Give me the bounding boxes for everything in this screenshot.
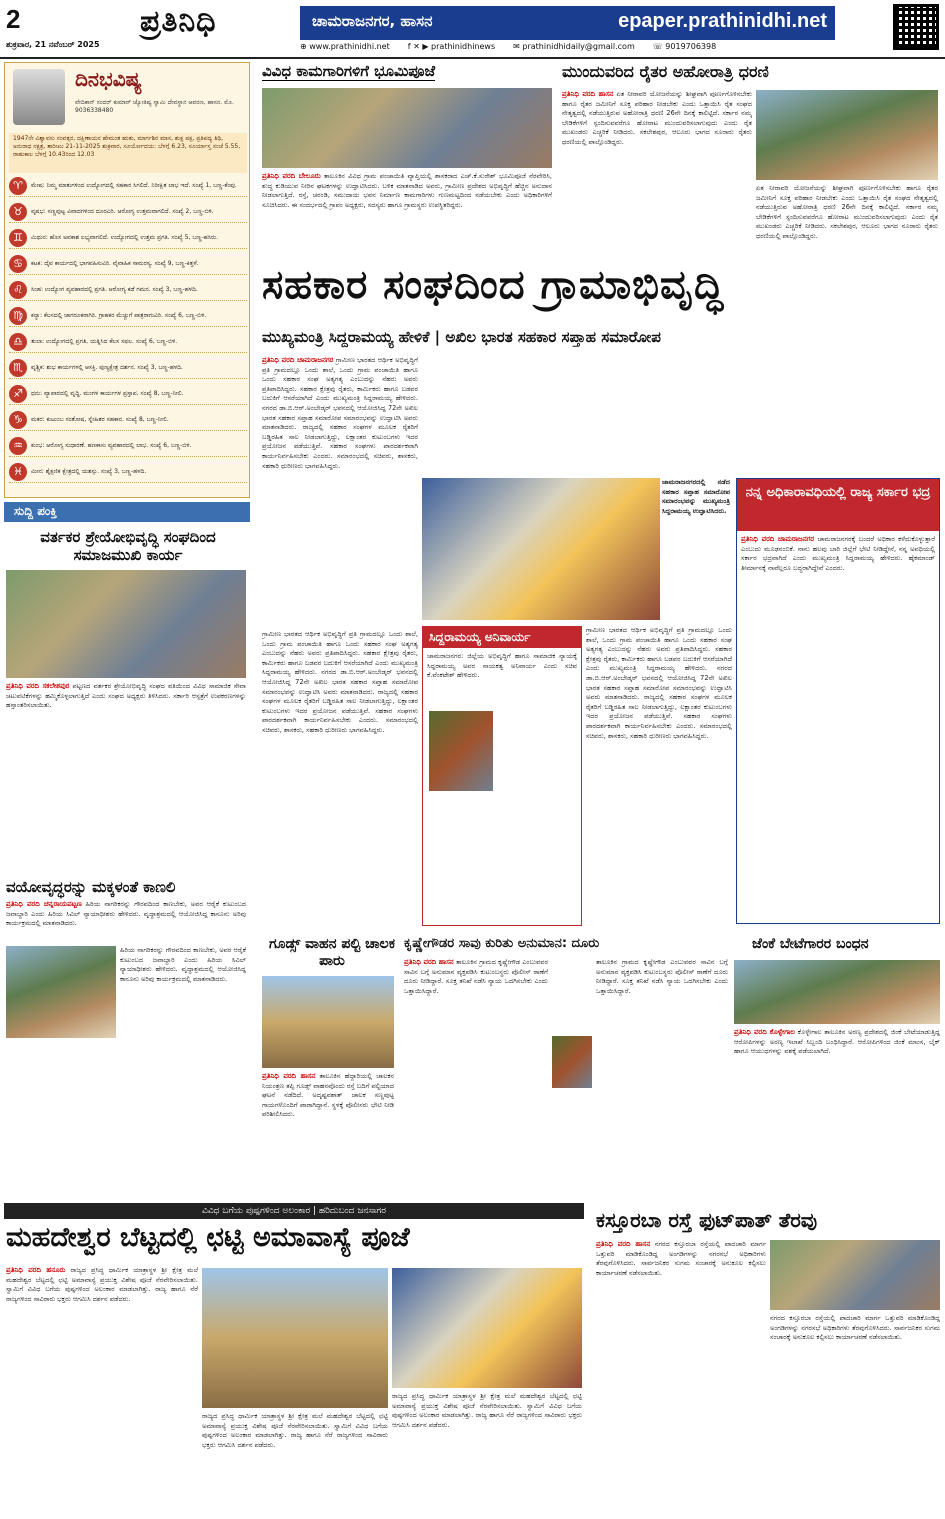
jenku-photo (734, 960, 940, 1024)
vartakara-photo (6, 570, 246, 678)
page-number: 2 (6, 4, 21, 34)
jenku-headline: ಜೆಂಕೆ ಬೇಟೆಗಾರರ ಬಂಧನ (752, 936, 869, 952)
goods-headline: ಗೂಡ್ಸ್ ವಾಹನ ಪಲ್ಟಿ ಚಾಲಕ ಪಾರು (268, 936, 396, 969)
mahadeshwara-body-cont: ರಾಜ್ಯದ ಪ್ರಸಿದ್ಧ ಧಾರ್ಮಿಕ ಯಾತ್ರಾಸ್ಥಳ ಶ್ರೀ ಕ್ಷೇತ್ರ ಮಲೆ ಮಹದೇಶ್ವರ ಬೆಟ್ಟದಲ್ಲಿ ಛಟ್ಟಿ ಅಮಾವಾಸ್ಯೆ ಪ್ರಯುಕ್ತ ವಿಶೇಷ ಪೂಜೆ ನೆರವೇರಿಸಲಾಯಿತು. ಸ್ವಾಮಿಗೆ ವಿವಿಧ ಬಗೆಯ ಪುಷ್ಪಗಳಿಂದ ಅಲಂಕಾರ ಮಾಡಲಾಗಿತ್ತು. ರಾಜ್ಯ ಹಾಗೂ ನೆರೆ ರಾಜ್ಯಗಳಿಂದ ಸಾವಿರಾರು ಭಕ್ತರು ಆಗಮಿಸಿ ದರ್ಶನ ಪಡೆದರು. (202, 1412, 388, 1449)
sign-row: ♓ ಮೀನ: ಶೈಕ್ಷಣಿಕ ಕ್ಷೇತ್ರದಲ್ಲಿ ಯಶಸ್ಸು. ಸಂಖ್ಯೆ 3, ಬಣ್ಣ-ಹಳದಿ. (9, 461, 247, 483)
sign-row: ♋ ಕಟಕ: ದೈವ ಕಾರ್ಯದಲ್ಲಿ ಭಾಗವಹಿಸುವಿರಿ. ವೈವಾಹಿಕ ಸಾಮರಸ್ಯ. ಸಂಖ್ಯೆ 9, ಬಣ್ಣ-ಕಿತ್ತಳೆ. (9, 253, 247, 275)
bhoomi-body: ಪ್ರತಿನಿಧಿ ವರದಿ ಬೇಲೂರು ತಾಲೂಕಿನ ವಿವಿಧ ಗ್ರಾಮ ಪಂಚಾಯಿತಿ ವ್ಯಾಪ್ತಿಯಲ್ಲಿ ಶಾಸಕರಾದ ಎಚ್.ಕೆ.ಸುರೇಶ್ ಭೂಮಿಪೂಜೆ ನೆರವೇರಿಸಿ, ಶುದ್ಧ ಕುಡಿಯುವ ನೀರಿನ ಘಟಕಗಳನ್ನು ಉದ್ಘಾಟಿಸಿದರು. ಬಳಿಕ ಮಾತನಾಡಿದ ಅವರು, ಗ್ರಾಮೀಣ ಪ್ರದೇಶದ ಅಭಿವೃದ್ಧಿಗೆ ಹೆಚ್ಚಿನ ಅನುದಾನ ನೀಡಲಾಗುತ್ತಿದೆ. ರಸ್ತೆ, ಚರಂಡಿ, ಸಮುದಾಯ ಭವನ ನಿರ್ಮಾಣ ಕಾಮಗಾರಿಗಳು ಗುಣಮಟ್ಟದಿಂದ ನಡೆಯಬೇಕು ಎಂದು ಅಧಿಕಾರಿಗಳಿಗೆ ಸೂಚಿಸಿದರು. ಈ ಸಂದರ್ಭದಲ್ಲಿ ಗ್ರಾಪಂ ಅಧ್ಯಕ್ಷರು, ಸದಸ್ಯರು ಹಾಗೂ ಗ್ರಾಮಸ್ಥರು ಉಪಸ್ಥಿತರಿದ್ದರು. (262, 172, 552, 209)
aquarius-icon: ♒ (9, 437, 27, 455)
newspaper-logo: ಪ್ರತಿನಿಧಿ (140, 4, 217, 39)
pisces-icon: ♓ (9, 463, 27, 481)
krishne-body-cont: ತಾಲೂಕಿನ ಗ್ರಾಮದ ಕೃಷ್ಣೇಗೌಡ ಎಂಬುವವರ ಸಾವಿನ ಬಗ್ಗೆ ಅನುಮಾನ ವ್ಯಕ್ತಪಡಿಸಿ ಕುಟುಂಬಸ್ಥರು ಪೊಲೀಸ್ ಠಾಣೆಗೆ ದೂರು ನೀಡಿದ್ದಾರೆ. ಸೂಕ್ತ ತನಿಖೆ ನಡೆಸಿ ನ್ಯಾಯ ಒದಗಿಸಬೇಕು ಎಂದು ಒತ್ತಾಯಿಸಿದ್ದಾರೆ. (596, 958, 728, 995)
kasturba-body-cont: ನಗರದ ಕಸ್ತೂರಬಾ ರಸ್ತೆಯಲ್ಲಿ ಪಾದಚಾರಿ ಮಾರ್ಗ ಒತ್ತುವರಿ ಮಾಡಿಕೊಂಡಿದ್ದ ಅಂಗಡಿಗಳನ್ನು ನಗರಸಭೆ ಅಧಿಕಾರಿಗಳು ತೆರವುಗೊಳಿಸಿದರು. ಸಾರ್ವಜನಿಕರ ಸುಗಮ ಸಂಚಾರಕ್ಕೆ ಅನುಕೂಲ ಕಲ್ಪಿಸಲು ಕಾರ್ಯಾಚರಣೆ ನಡೆಸಲಾಯಿತು. (770, 1314, 940, 1342)
qr-code (893, 4, 939, 50)
horoscope-title: ದಿನಭವಿಷ್ಯ (75, 67, 142, 91)
vayovruddha-body: ಹಿರಿಯ ನಾಗರಿಕರನ್ನು ಗೌರವದಿಂದ ಕಾಣಬೇಕು, ಅವರ ಆರೈಕೆ ಕುಟುಂಬದ ಜವಾಬ್ದಾರಿ ಎಂದು ಹಿರಿಯ ಸಿವಿಲ್ ನ್ಯಾಯಾಧೀಶರು ಹೇಳಿದರು. ವೃದ್ಧಾಶ್ರಮದಲ್ಲಿ ಆಯೋಜಿಸಿದ್ದ ಕಾನೂನು ಅರಿವು ಕಾರ್ಯಕ್ರಮದಲ್ಲಿ ಮಾತನಾಡಿದರು. (120, 946, 246, 983)
horoscope-author: ವೇದಿಕಾನ್ ಸಂದರ್ ಕುಮಾರ್ ಜ್ಯೋತಿಷ್ಯ ಸ್ವಾಮಿ ದೇವಸ್ಥಾನ ಆವರಣ, ಹಾಸನ. ಮೊ. 9036338480 (75, 99, 234, 114)
vayovruddha-headline: ವಯೋವೃದ್ಧರನ್ನು ಮಕ್ಕಳಂತೆ ಕಾಣಲಿ (6, 878, 176, 896)
dharani-headline: ಮುಂದುವರಿದ ರೈತರ ಅಹೋರಾತ್ರಿ ಧರಣಿ (562, 62, 769, 81)
main-body-col3: ಗ್ರಾಮೀಣ ಭಾರತದ ಆರ್ಥಿಕ ಅಭಿವೃದ್ಧಿಗೆ ಪ್ರತಿ ಗ್ರಾಮದಲ್ಲೂ ಒಂದು ಶಾಲೆ, ಒಂದು ಗ್ರಾಮ ಪಂಚಾಯಿತಿ ಹಾಗೂ ಒಂದು ಸಹಕಾರ ಸಂಘ ಅತ್ಯಗತ್ಯ ಎಂಬುದನ್ನು ನೆಹರು ಅವರು ಪ್ರತಿಪಾದಿಸಿದ್ದರು. ಸಹಕಾರ ಕ್ಷೇತ್ರವು ರೈತರು, ಕಾರ್ಮಿಕರು ಹಾಗೂ ಬಡವರ ಬದುಕಿಗೆ ಆಸರೆಯಾಗಿದೆ ಎಂದು ಮುಖ್ಯಮಂತ್ರಿ ಸಿದ್ದರಾಮಯ್ಯ ಹೇಳಿದರು. ನಗರದ ಡಾ.ಬಿ.ಆರ್.ಅಂಬೇಡ್ಕರ್ ಭವನದಲ್ಲಿ ಆಯೋಜಿಸಿದ್ದ 72ನೇ ಅಖಿಲ ಭಾರತ ಸಹಕಾರ ಸಪ್ತಾಹ ಸಮಾರೋಪ ಸಮಾರಂಭವನ್ನು ಉದ್ಘಾಟಿಸಿ ಅವರು ಮಾತನಾಡಿದರು. ರಾಜ್ಯದಲ್ಲಿ ಸಹಕಾರ ಸಂಘಗಳ ಮೂಲಕ ರೈತರಿಗೆ ಬಡ್ಡಿರಹಿತ ಸಾಲ ನೀಡಲಾಗುತ್ತಿದ್ದು, ಲಕ್ಷಾಂತರ ಕುಟುಂಬಗಳು ಇದರ ಪ್ರಯೋಜನ ಪಡೆಯುತ್ತಿವೆ. ಸಹಕಾರ ಸಂಘಗಳು ಪಾರದರ್ಶಕವಾಗಿ ಕಾರ್ಯನಿರ್ವಹಿಸಬೇಕು ಎಂದರು. ಸಮಾರಂಭದಲ್ಲಿ ಸಚಿವರು, ಶಾಸಕರು, ಸಹಕಾರಿ ಧುರೀಣರು ಭಾಗವಹಿಸಿದ್ದರು. (586, 626, 732, 740)
masthead (0, 0, 945, 58)
dharani-body: ಪ್ರತಿನಿಧಿ ವರದಿ ಹಾಸನ ಏತ ನೀರಾವರಿ ಯೋಜನೆಯನ್ನು ಶೀಘ್ರವಾಗಿ ಪೂರ್ಣಗೊಳಿಸಬೇಕು ಹಾಗೂ ರೈತರ ಜಮೀನಿಗೆ ಸೂಕ್ತ ಪರಿಹಾರ ನೀಡಬೇಕು ಎಂದು ಒತ್ತಾಯಿಸಿ ರೈತ ಸಂಘದ ನೇತೃತ್ವದಲ್ಲಿ ನಡೆಯುತ್ತಿರುವ ಅಹೋರಾತ್ರಿ ಧರಣಿ 26ನೇ ದಿನಕ್ಕೆ ಕಾಲಿಟ್ಟಿದೆ. ಸರ್ಕಾರ ನಮ್ಮ ಬೇಡಿಕೆಗಳಿಗೆ ಸ್ಪಂದಿಸುವವರೆಗೂ ಹೋರಾಟ ಮುಂದುವರಿಸಲಾಗುವುದು ಎಂದು ರೈತ ಮುಖಂಡರು ಎಚ್ಚರಿಕೆ ನೀಡಿದರು. ಸಕಲೇಶಪುರ, ಆಲೂರು ಭಾಗದ ನೂರಾರು ರೈತರು ಧರಣಿಯಲ್ಲಿ ಪಾಲ್ಗೊಂಡಿದ್ದರು. (562, 90, 752, 146)
vayovruddha-lead: ಪ್ರತಿನಿಧಿ ವರದಿ ಚನ್ನರಾಯಪಟ್ಟಣ ಹಿರಿಯ ನಾಗರಿಕರನ್ನು ಗೌರವದಿಂದ ಕಾಣಬೇಕು, ಅವರ ಆರೈಕೆ ಕುಟುಂಬದ ಜವಾಬ್ದಾರಿ ಎಂದು ಹಿರಿಯ ಸಿವಿಲ್ ನ್ಯಾಯಾಧೀಶರು ಹೇಳಿದರು. ವೃದ್ಧಾಶ್ರಮದಲ್ಲಿ ಆಯೋಜಿಸಿದ್ದ ಕಾನೂನು ಅರಿವು ಕಾರ್ಯಕ್ರಮದಲ್ಲಿ ಮಾತನಾಡಿದರು. (6, 900, 246, 928)
sign-row: ♏ ವೃಶ್ಚಿಕ: ಶುಭ ಕಾರ್ಯಗಳಲ್ಲಿ ಆಸಕ್ತಿ. ಪುಣ್ಯಕ್ಷೇತ್ರ ದರ್ಶನ. ಸಂಖ್ಯೆ 3, ಬಣ್ಣ-ಹಳದಿ. (9, 357, 247, 379)
taurus-icon: ♉ (9, 203, 27, 221)
adhikara-title: ನನ್ನ ಅಧಿಕಾರಾವಧಿಯಲ್ಲಿ ರಾಜ್ಯ ಸರ್ಕಾರ ಭದ್ರ (737, 479, 939, 531)
capricorn-icon: ♑ (9, 411, 27, 429)
adhikara-box (736, 478, 940, 924)
issue-date: ಶುಕ್ರವಾರ, 21 ನವೆಂಬರ್ 2025 (6, 40, 100, 49)
sign-row: ♍ ಕನ್ಯಾ: ಕೆಲಸದಲ್ಲಿ ಜಾಗರೂಕರಾಗಿರಿ. ಗ್ರಾಹಕರ ಮೆಚ್ಚುಗೆ ಪಾತ್ರರಾಗುವಿರಿ. ಸಂಖ್ಯೆ 6, ಬಣ್ಣ-ಬಿಳಿ. (9, 305, 247, 327)
main-headline: ಸಹಕಾರ ಸಂಘದಿಂದ ಗ್ರಾಮಾಭಿವೃದ್ಧಿ (262, 262, 725, 308)
vartakara-headline: ವರ್ತಕರ ಶ್ರೇಯೋಭಿವೃದ್ಧಿ ಸಂಘದಿಂದ ಸಮಾಜಮುಖಿ ಕಾರ್ಯ (40, 528, 216, 564)
mahadeshwara-temple-photo (202, 1268, 388, 1408)
panchang: 1947ನೇ ವಿಶ್ವಾವಸು ಸಂವತ್ಸರ, ದಕ್ಷಿಣಾಯನ ಹೇಮಂತ ಋತು, ಮಾರ್ಗಶಿರ ಮಾಸ, ಶುಕ್ಲ ಪಕ್ಷ, ಪ್ರತಿಪದ್ಯ ತಿಥಿ, ಅನುರಾಧ ನಕ್ಷತ್ರ, ತಾರೀಖು 21-11-2025 ಶುಕ್ರವಾರ, ಸೂರ್ಯೋದಯ: ಬೆಳಗ್ಗೆ 6.23, ಸೂರ್ಯಾಸ್ತ ಸಂಜೆ 5.55, ರಾಹುಕಾಲ ಬೆಳಗ್ಗೆ 10.43ರಿಂದ 12.03 (9, 133, 247, 173)
sign-row: ♒ ಕುಂಭ: ಆರೋಗ್ಯ ಸುಧಾರಣೆ. ಹಣಕಾಸು ವ್ಯವಹಾರದಲ್ಲಿ ಲಾಭ. ಸಂಖ್ಯೆ 6, ಬಣ್ಣ-ಬಿಳಿ. (9, 435, 247, 457)
kasturba-headline: ಕಸ್ತೂರಬಾ ರಸ್ತೆ ಫುಟ್‌ಪಾತ್ ತೆರವು (596, 1208, 818, 1232)
sign-row: ♎ ತುಲಾ: ಉದ್ಯೋಗದಲ್ಲಿ ಪ್ರಗತಿ, ಯತ್ನಿಸಿದ ಕೆಲಸ ಸಫಲ. ಸಂಖ್ಯೆ 6, ಬಣ್ಣ-ಬಿಳಿ. (9, 331, 247, 353)
website-link[interactable]: ⊕ www.prathinidhi.net (300, 42, 390, 51)
goods-photo (262, 976, 394, 1068)
dharani-body-cont: ಏತ ನೀರಾವರಿ ಯೋಜನೆಯನ್ನು ಶೀಘ್ರವಾಗಿ ಪೂರ್ಣಗೊಳಿಸಬೇಕು ಹಾಗೂ ರೈತರ ಜಮೀನಿಗೆ ಸೂಕ್ತ ಪರಿಹಾರ ನೀಡಬೇಕು ಎಂದು ಒತ್ತಾಯಿಸಿ ರೈತ ಸಂಘದ ನೇತೃತ್ವದಲ್ಲಿ ನಡೆಯುತ್ತಿರುವ ಅಹೋರಾತ್ರಿ ಧರಣಿ 26ನೇ ದಿನಕ್ಕೆ ಕಾಲಿಟ್ಟಿದೆ. ಸರ್ಕಾರ ನಮ್ಮ ಬೇಡಿಕೆಗಳಿಗೆ ಸ್ಪಂದಿಸುವವರೆಗೂ ಹೋರಾಟ ಮುಂದುವರಿಸಲಾಗುವುದು ಎಂದು ರೈತ ಮುಖಂಡರು ಎಚ್ಚರಿಕೆ ನೀಡಿದರು. ಸಕಲೇಶಪುರ, ಆಲೂರು ಭಾಗದ ನೂರಾರು ರೈತರು ಧರಣಿಯಲ್ಲಿ ಪಾಲ್ಗೊಂಡಿದ್ದರು. (756, 184, 938, 240)
mahadeshwara-body-cont2: ರಾಜ್ಯದ ಪ್ರಸಿದ್ಧ ಧಾರ್ಮಿಕ ಯಾತ್ರಾಸ್ಥಳ ಶ್ರೀ ಕ್ಷೇತ್ರ ಮಲೆ ಮಹದೇಶ್ವರ ಬೆಟ್ಟದಲ್ಲಿ ಛಟ್ಟಿ ಅಮಾವಾಸ್ಯೆ ಪ್ರಯುಕ್ತ ವಿಶೇಷ ಪೂಜೆ ನೆರವೇರಿಸಲಾಯಿತು. ಸ್ವಾಮಿಗೆ ವಿವಿಧ ಬಗೆಯ ಪುಷ್ಪಗಳಿಂದ ಅಲಂಕಾರ ಮಾಡಲಾಗಿತ್ತು. ರಾಜ್ಯ ಹಾಗೂ ನೆರೆ ರಾಜ್ಯಗಳಿಂದ ಸಾವಿರಾರು ಭಕ್ತರು ಆಗಮಿಸಿ ದರ್ಶನ ಪಡೆದರು. (392, 1392, 582, 1429)
main-body-col2: ಗ್ರಾಮೀಣ ಭಾರತದ ಆರ್ಥಿಕ ಅಭಿವೃದ್ಧಿಗೆ ಪ್ರತಿ ಗ್ರಾಮದಲ್ಲೂ ಒಂದು ಶಾಲೆ, ಒಂದು ಗ್ರಾಮ ಪಂಚಾಯಿತಿ ಹಾಗೂ ಒಂದು ಸಹಕಾರ ಸಂಘ ಅತ್ಯಗತ್ಯ ಎಂಬುದನ್ನು ನೆಹರು ಅವರು ಪ್ರತಿಪಾದಿಸಿದ್ದರು. ಸಹಕಾರ ಕ್ಷೇತ್ರವು ರೈತರು, ಕಾರ್ಮಿಕರು ಹಾಗೂ ಬಡವರ ಬದುಕಿಗೆ ಆಸರೆಯಾಗಿದೆ ಎಂದು ಮುಖ್ಯಮಂತ್ರಿ ಸಿದ್ದರಾಮಯ್ಯ ಹೇಳಿದರು. ನಗರದ ಡಾ.ಬಿ.ಆರ್.ಅಂಬೇಡ್ಕರ್ ಭವನದಲ್ಲಿ ಆಯೋಜಿಸಿದ್ದ 72ನೇ ಅಖಿಲ ಭಾರತ ಸಹಕಾರ ಸಪ್ತಾಹ ಸಮಾರೋಪ ಸಮಾರಂಭವನ್ನು ಉದ್ಘಾಟಿಸಿ ಅವರು ಮಾತನಾಡಿದರು. ರಾಜ್ಯದಲ್ಲಿ ಸಹಕಾರ ಸಂಘಗಳ ಮೂಲಕ ರೈತರಿಗೆ ಬಡ್ಡಿರಹಿತ ಸಾಲ ನೀಡಲಾಗುತ್ತಿದ್ದು, ಲಕ್ಷಾಂತರ ಕುಟುಂಬಗಳು ಇದರ ಪ್ರಯೋಜನ ಪಡೆಯುತ್ತಿವೆ. ಸಹಕಾರ ಸಂಘಗಳು ಪಾರದರ್ಶಕವಾಗಿ ಕಾರ್ಯನಿರ್ವಹಿಸಬೇಕು ಎಂದರು. ಸಮಾರಂಭದಲ್ಲಿ ಸಚಿವರು, ಶಾಸಕರು, ಸಹಕಾರಿ ಧುರೀಣರು ಭಾಗವಹಿಸಿದ್ದರು. (262, 630, 418, 734)
edition-place: ಚಾಮರಾಜನಗರ, ಹಾಸನ (312, 12, 433, 30)
siddaramaiah-body: ಚಾಮರಾಜನಗರ: ಜಿಲ್ಲೆಯ ಅಭಿವೃದ್ಧಿಗೆ ಹಾಗೂ ಸಾಮಾಜಿಕ ನ್ಯಾಯಕ್ಕೆ ಸಿದ್ದರಾಮಯ್ಯ ಅವರ ನಾಯಕತ್ವ ಅನಿವಾರ್ಯ ಎಂದು ಸಚಿವ ಕೆ.ವೆಂಕಟೇಶ್ ಹೇಳಿದರು. (427, 652, 577, 680)
siddaramaiah-box (422, 626, 582, 926)
mahadeshwara-headline: ಮಹದೇಶ್ವರ ಬೆಟ್ಟದಲ್ಲಿ ಛಟ್ಟಿ ಅಮಾವಾಸ್ಯೆ ಪೂಜೆ (6, 1222, 410, 1253)
mahadeshwara-crowd-photo (392, 1268, 582, 1388)
krishne-portrait (552, 1036, 592, 1088)
siddaramaiah-title: ಸಿದ್ದರಾಮಯ್ಯ ಅನಿವಾರ್ಯ (423, 627, 581, 648)
jenku-body: ಪ್ರತಿನಿಧಿ ವರದಿ ಕೊಳ್ಳೇಗಾಲ ಕೊಳ್ಳೇಗಾಲ ತಾಲೂಕಿನ ಅರಣ್ಯ ಪ್ರದೇಶದಲ್ಲಿ ಜಿಂಕೆ ಬೇಟೆಯಾಡುತ್ತಿದ್ದ ಆರೋಪಿಗಳನ್ನು ಅರಣ್ಯ ಇಲಾಖೆ ಸಿಬ್ಬಂದಿ ಬಂಧಿಸಿದ್ದಾರೆ. ಆರೋಪಿಗಳಿಂದ ಜಿಂಕೆ ಮಾಂಸ, ಬೈಕ್ ಹಾಗೂ ಆಯುಧಗಳನ್ನು ವಶಕ್ಕೆ ಪಡೆಯಲಾಗಿದೆ. (734, 1028, 940, 1056)
main-photo-caption: ಚಾಮರಾಜನಗರದಲ್ಲಿ ನಡೆದ ಸಹಕಾರ ಸಪ್ತಾಹ ಸಮಾರೋಪ ಸಮಾರಂಭವನ್ನು ಮುಖ್ಯಮಂತ್ರಿ ಸಿದ್ದರಾಮಯ್ಯ ಉದ್ಘಾಟಿಸಿದರು. (662, 478, 730, 515)
sign-row: ♐ ಧನು: ವ್ಯಾಪಾರದಲ್ಲಿ ವೃದ್ಧಿ. ಮಂಗಳ ಕಾರ್ಯಗಳ ಪ್ರಸ್ತಾಪ. ಸಂಖ್ಯೆ 8, ಬಣ್ಣ-ನೀಲಿ. (9, 383, 247, 405)
sign-row: ♌ ಸಿಂಹ: ಉದ್ಯೋಗ ವ್ಯವಹಾರದಲ್ಲಿ ಪ್ರಗತಿ. ಆರೋಗ್ಯ ಕಡೆ ಗಮನ. ಸಂಖ್ಯೆ 3, ಬಣ್ಣ-ಹಳದಿ. (9, 279, 247, 301)
goods-body: ಪ್ರತಿನಿಧಿ ವರದಿ ಹಾಸನ ತಾಲೂಕಿನ ಹೆದ್ದಾರಿಯಲ್ಲಿ ಚಾಲಕನ ನಿಯಂತ್ರಣ ತಪ್ಪಿ ಗೂಡ್ಸ್ ವಾಹನವೊಂದು ರಸ್ತೆ ಬದಿಗೆ ಪಲ್ಟಿಯಾದ ಘಟನೆ ನಡೆದಿದೆ. ಅದೃಷ್ಟವಶಾತ್ ಚಾಲಕ ಸಣ್ಣಪುಟ್ಟ ಗಾಯಗಳೊಂದಿಗೆ ಪಾರಾಗಿದ್ದಾನೆ. ಸ್ಥಳಕ್ಕೆ ಪೊಲೀಸರು ಭೇಟಿ ನೀಡಿ ಪರಿಶೀಲಿಸಿದರು. (262, 1072, 394, 1119)
vayovruddha-photo (6, 946, 116, 1038)
siddaramaiah-portrait (429, 711, 493, 791)
leo-icon: ♌ (9, 281, 27, 299)
kasturba-body: ಪ್ರತಿನಿಧಿ ವರದಿ ಹಾಸನ ನಗರದ ಕಸ್ತೂರಬಾ ರಸ್ತೆಯಲ್ಲಿ ಪಾದಚಾರಿ ಮಾರ್ಗ ಒತ್ತುವರಿ ಮಾಡಿಕೊಂಡಿದ್ದ ಅಂಗಡಿಗಳನ್ನು ನಗರಸಭೆ ಅಧಿಕಾರಿಗಳು ತೆರವುಗೊಳಿಸಿದರು. ಸಾರ್ವಜನಿಕರ ಸುಗಮ ಸಂಚಾರಕ್ಕೆ ಅನುಕೂಲ ಕಲ್ಪಿಸಲು ಕಾರ್ಯಾಚರಣೆ ನಡೆಸಲಾಯಿತು. (596, 1240, 766, 1277)
scorpio-icon: ♏ (9, 359, 27, 377)
social-handle[interactable]: f ✕ ▶ prathinidhinews (407, 42, 496, 51)
libra-icon: ♎ (9, 333, 27, 351)
krishne-headline: ಕೃಷ್ಣೇಗೌಡರ ಸಾವು ಕುರಿತು ಅನುಮಾನ: ದೂರು (404, 936, 600, 951)
kasturba-photo (770, 1240, 940, 1310)
krishne-body: ಪ್ರತಿನಿಧಿ ವರದಿ ಹಾಸನ ತಾಲೂಕಿನ ಗ್ರಾಮದ ಕೃಷ್ಣೇಗೌಡ ಎಂಬುವವರ ಸಾವಿನ ಬಗ್ಗೆ ಅನುಮಾನ ವ್ಯಕ್ತಪಡಿಸಿ ಕುಟುಂಬಸ್ಥರು ಪೊಲೀಸ್ ಠಾಣೆಗೆ ದೂರು ನೀಡಿದ್ದಾರೆ. ಸೂಕ್ತ ತನಿಖೆ ನಡೆಸಿ ನ್ಯಾಯ ಒದಗಿಸಬೇಕು ಎಂದು ಒತ್ತಾಯಿಸಿದ್ದಾರೆ. (404, 958, 548, 995)
section-label-suddi: ಸುದ್ದಿ ಪಂಕ್ತಿ (4, 502, 250, 522)
cancer-icon: ♋ (9, 255, 27, 273)
bhoomi-photo (262, 88, 552, 168)
gemini-icon: ♊ (9, 229, 27, 247)
horoscope-panel (4, 62, 250, 498)
main-subhead: ಮುಖ್ಯಮಂತ್ರಿ ಸಿದ್ದರಾಮಯ್ಯ ಹೇಳಿಕೆ | ಅಖಿಲ ಭಾರತ ಸಹಕಾರ ಸಪ್ತಾಹ ಸಮಾರೋಪ (262, 328, 661, 346)
sign-row: ♈ ಮೇಷ: ನಿಮ್ಮ ಮಾತುಗಳಿಂದ ಉದ್ಯೋಗದಲ್ಲಿ ಸಹಕಾರ ಸಿಗಲಿದೆ. ನಿರೀಕ್ಷಿತ ಲಾಭ ಇದೆ. ಸಂಖ್ಯೆ 1, ಬಣ್ಣ-ಕೆಂಪು. (9, 175, 247, 197)
mahadeshwara-body: ಪ್ರತಿನಿಧಿ ವರದಿ ಹನೂರು ರಾಜ್ಯದ ಪ್ರಸಿದ್ಧ ಧಾರ್ಮಿಕ ಯಾತ್ರಾಸ್ಥಳ ಶ್ರೀ ಕ್ಷೇತ್ರ ಮಲೆ ಮಹದೇಶ್ವರ ಬೆಟ್ಟದಲ್ಲಿ ಛಟ್ಟಿ ಅಮಾವಾಸ್ಯೆ ಪ್ರಯುಕ್ತ ವಿಶೇಷ ಪೂಜೆ ನೆರವೇರಿಸಲಾಯಿತು. ಸ್ವಾಮಿಗೆ ವಿವಿಧ ಬಗೆಯ ಪುಷ್ಪಗಳಿಂದ ಅಲಂಕಾರ ಮಾಡಲಾಗಿತ್ತು. ರಾಜ್ಯ ಹಾಗೂ ನೆರೆ ರಾಜ್ಯಗಳಿಂದ ಸಾವಿರಾರು ಭಕ್ತರು ಆಗಮಿಸಿ ದರ್ಶನ ಪಡೆದರು. (6, 1266, 198, 1303)
sagittarius-icon: ♐ (9, 385, 27, 403)
sign-row: ♉ ವೃಷಭ: ಸಣ್ಣಪುಟ್ಟ ವಿವಾದಗಳಿಂದ ದೂರವಿರಿ. ಆರೋಗ್ಯ ಉತ್ತಮವಾಗಲಿದೆ. ಸಂಖ್ಯೆ 2, ಬಣ್ಣ-ಬಿಳಿ. (9, 201, 247, 223)
dharani-photo (756, 90, 938, 180)
sign-row: ♊ ಮಿಥುನ: ಹೊಸ ಅವಕಾಶ ಲಭ್ಯವಾಗಲಿದೆ. ಉದ್ಯೋಗದಲ್ಲಿ ಉತ್ತಮ ಪ್ರಗತಿ. ಸಂಖ್ಯೆ 5, ಬಣ್ಣ-ಹಸಿರು. (9, 227, 247, 249)
email-link[interactable]: ✉ prathinidhidaily@gmail.com (513, 42, 635, 51)
vartakara-body: ಪ್ರತಿನಿಧಿ ವರದಿ ಸಕಲೇಶಪುರ ಪಟ್ಟಣದ ವರ್ತಕರ ಶ್ರೇಯೋಭಿವೃದ್ಧಿ ಸಂಘದ ವತಿಯಿಂದ ವಿವಿಧ ಸಾಮಾಜಿಕ ಸೇವಾ ಚಟುವಟಿಕೆಗಳನ್ನು ಹಮ್ಮಿಕೊಳ್ಳಲಾಗುತ್ತಿದೆ ಎಂದು ಸಂಘದ ಅಧ್ಯಕ್ಷರು ತಿಳಿಸಿದರು. ಸರ್ಕಾರಿ ಆಸ್ಪತ್ರೆಗೆ ಉಪಕರಣಗಳನ್ನು ಹಸ್ತಾಂತರಿಸಲಾಯಿತು. (6, 682, 246, 710)
aries-icon: ♈ (9, 177, 27, 195)
virgo-icon: ♍ (9, 307, 27, 325)
masthead-rule (0, 57, 945, 59)
phone-number: ☏ 9019706398 (652, 42, 717, 51)
mahadeshwara-kicker: ವಿವಿಧ ಬಗೆಯ ಪುಷ್ಪಗಳಿಂದ ಅಲಂಕಾರ | ಹರಿದುಬಂದ ಜನಸಾಗರ (4, 1203, 584, 1219)
astrologer-avatar (13, 69, 65, 125)
contact-row (300, 42, 860, 51)
main-body-col1: ಪ್ರತಿನಿಧಿ ವರದಿ ಚಾಮರಾಜನಗರ ಗ್ರಾಮೀಣ ಭಾರತದ ಆರ್ಥಿಕ ಅಭಿವೃದ್ಧಿಗೆ ಪ್ರತಿ ಗ್ರಾಮದಲ್ಲೂ ಒಂದು ಶಾಲೆ, ಒಂದು ಗ್ರಾಮ ಪಂಚಾಯಿತಿ ಹಾಗೂ ಒಂದು ಸಹಕಾರ ಸಂಘ ಅತ್ಯಗತ್ಯ ಎಂಬುದನ್ನು ನೆಹರು ಅವರು ಪ್ರತಿಪಾದಿಸಿದ್ದರು. ಸಹಕಾರ ಕ್ಷೇತ್ರವು ರೈತರು, ಕಾರ್ಮಿಕರು ಹಾಗೂ ಬಡವರ ಬದುಕಿಗೆ ಆಸರೆಯಾಗಿದೆ ಎಂದು ಮುಖ್ಯಮಂತ್ರಿ ಸಿದ್ದರಾಮಯ್ಯ ಹೇಳಿದರು. ನಗರದ ಡಾ.ಬಿ.ಆರ್.ಅಂಬೇಡ್ಕರ್ ಭವನದಲ್ಲಿ ಆಯೋಜಿಸಿದ್ದ 72ನೇ ಅಖಿಲ ಭಾರತ ಸಹಕಾರ ಸಪ್ತಾಹ ಸಮಾರೋಪ ಸಮಾರಂಭವನ್ನು ಉದ್ಘಾಟಿಸಿ ಅವರು ಮಾತನಾಡಿದರು. ರಾಜ್ಯದಲ್ಲಿ ಸಹಕಾರ ಸಂಘಗಳ ಮೂಲಕ ರೈತರಿಗೆ ಬಡ್ಡಿರಹಿತ ಸಾಲ ನೀಡಲಾಗುತ್ತಿದ್ದು, ಲಕ್ಷಾಂತರ ಕುಟುಂಬಗಳು ಇದರ ಪ್ರಯೋಜನ ಪಡೆಯುತ್ತಿವೆ. ಸಹಕಾರ ಸಂಘಗಳು ಪಾರದರ್ಶಕವಾಗಿ ಕಾರ್ಯನಿರ್ವಹಿಸಬೇಕು ಎಂದರು. ಸಮಾರಂಭದಲ್ಲಿ ಸಚಿವರು, ಶಾಸಕರು, ಸಹಕಾರಿ ಧುರೀಣರು ಭಾಗವಹಿಸಿದ್ದರು. (262, 356, 418, 470)
epaper-link[interactable]: epaper.prathinidhi.net (618, 10, 827, 32)
adhikara-body: ಪ್ರತಿನಿಧಿ ವರದಿ ಚಾಮರಾಜನಗರ ಚಾಮರಾಜನಗರಕ್ಕೆ ಬಂದರೆ ಅಧಿಕಾರ ಕಳೆದುಕೊಳ್ಳುತ್ತಾರೆ ಎಂಬುದು ಮೂಢನಂಬಿಕೆ. ನಾನು ಹಲವು ಬಾರಿ ಜಿಲ್ಲೆಗೆ ಭೇಟಿ ನೀಡಿದ್ದೇನೆ, ನನ್ನ ಅವಧಿಯಲ್ಲಿ ಸರ್ಕಾರ ಭದ್ರವಾಗಿದೆ ಎಂದು ಮುಖ್ಯಮಂತ್ರಿ ಸಿದ್ದರಾಮಯ್ಯ ಹೇಳಿದರು. ಹೈಕಮಾಂಡ್ ತೀರ್ಮಾನಕ್ಕೆ ನಾವೆಲ್ಲರೂ ಬದ್ಧರಾಗಿದ್ದೇವೆ ಎಂದರು. (741, 535, 935, 572)
bhoomi-headline: ವಿವಿಧ ಕಾಮಗಾರಿಗಳಿಗೆ ಭೂಮಿಪೂಜೆ (262, 62, 436, 80)
edition-bar (300, 6, 835, 40)
main-photo (422, 478, 660, 620)
sign-row: ♑ ಮಕರ: ಕುಟುಂಬ ಸಂತೋಷ, ಸ್ನೇಹಿತರ ಸಹಕಾರ. ಸಂಖ್ಯೆ 8, ಬಣ್ಣ-ನೀಲಿ. (9, 409, 247, 431)
